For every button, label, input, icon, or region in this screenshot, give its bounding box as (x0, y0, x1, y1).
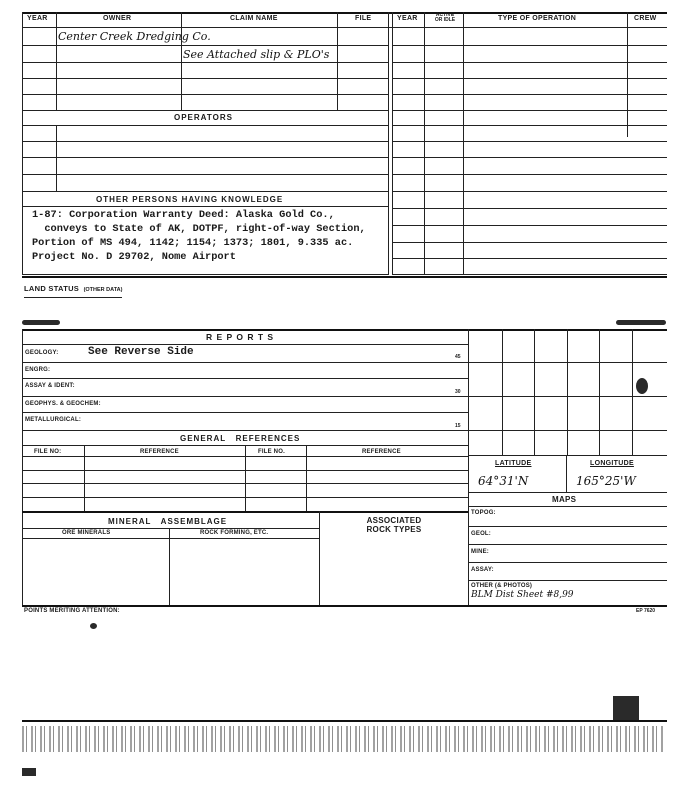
map-other-label: OTHER (& PHOTOS) (471, 583, 533, 589)
map-topog: TOPOG: (471, 510, 496, 516)
other-persons-line: conveys to State of AK, DOTPF, right-of-way Section, (32, 223, 366, 235)
operators-row-line (22, 141, 388, 142)
reports-title-rule (22, 344, 468, 345)
gen-ref-col-reference-2: REFERENCE (362, 449, 401, 455)
operators-row-line (22, 191, 388, 192)
claims-table (0, 0, 678, 293)
reports-top-border (22, 329, 667, 331)
report-metallurgical-label: METALLURGICAL: (25, 417, 82, 423)
claim-col-file (337, 27, 338, 110)
gen-ref-row-line (22, 483, 468, 484)
map-assay: ASSAY: (471, 567, 494, 573)
grid-bottom (468, 455, 667, 456)
activity-row-line (392, 78, 667, 79)
gen-ref-bottom-rule (22, 511, 468, 513)
maps-title: MAPS (552, 495, 577, 504)
associated-rock-types (320, 516, 468, 534)
gen-ref-col-reference: REFERENCE (140, 449, 179, 455)
report-margin-45: 45 (455, 354, 461, 360)
gen-ref-col (306, 445, 307, 511)
other-persons-title: OTHER PERSONS HAVING KNOWLEDGE (96, 195, 284, 204)
report-margin-15: 15 (455, 423, 461, 429)
operators-row-line (22, 157, 388, 158)
header-idle-line: OR IDLE (434, 17, 456, 23)
activity-row-line (392, 258, 667, 259)
mineral-title-rule (22, 528, 319, 529)
gen-ref-col-file-no-2: FILE NO. (258, 449, 285, 455)
longitude-label: LONGITUDE (590, 460, 634, 467)
mineral-assemblage-title: MINERAL ASSEMBLAGE (108, 517, 228, 526)
activity-row-line (392, 125, 667, 126)
header-divider (56, 12, 57, 27)
header-divider (181, 12, 182, 27)
header-year-2: YEAR (397, 15, 418, 22)
header-type-of-operation: TYPE OF OPERATION (498, 15, 577, 22)
report-engrg-label: ENGRG: (25, 367, 51, 373)
maps-row-line (468, 580, 667, 581)
report-row-line (22, 396, 468, 397)
header-claim-name: CLAIM NAME (230, 15, 278, 22)
grid-col (567, 329, 568, 455)
report-row-line (22, 362, 468, 363)
activity-row-line (392, 274, 667, 275)
mineral-col-rock: ROCK FORMING, ETC. (200, 530, 269, 536)
activity-row-line (392, 174, 667, 175)
operators-title-rule (22, 110, 388, 111)
scan-mark (90, 623, 97, 629)
reports-title: R E P O R T S (206, 332, 275, 342)
operators-title: OPERATORS (174, 113, 233, 122)
grid-row (468, 396, 667, 397)
reports-form (0, 318, 678, 618)
claim-row-line (22, 62, 388, 63)
activity-row-line (392, 110, 667, 111)
report-geophys-label: GEOPHYS. & GEOCHEM: (25, 401, 101, 407)
left-block-bottom (22, 274, 388, 275)
mineral-header-rule (22, 538, 319, 539)
mineral-bottom-rule (22, 605, 667, 607)
gen-ref-row-line (22, 497, 468, 498)
gen-ref-row-line (22, 470, 468, 471)
header-crew: CREW (634, 15, 657, 22)
map-geol: GEOL: (471, 531, 491, 537)
grid-row (468, 362, 667, 363)
gen-ref-col (84, 445, 85, 511)
activity-row-line (392, 45, 667, 46)
activity-row-line (392, 242, 667, 243)
report-row-line (22, 430, 468, 431)
activity-col-active (463, 27, 464, 275)
other-persons-line: 1-87: Corporation Warranty Deed: Alaska Gold Co., (32, 209, 335, 221)
page-edge-line (22, 720, 667, 722)
maps-row-line (468, 544, 667, 545)
map-mine: MINE: (471, 549, 489, 555)
left-block-right-border-inner (392, 12, 393, 275)
activity-row-line (392, 208, 667, 209)
assoc-line-1: ASSOCIATED (366, 516, 422, 525)
claim-col-year (56, 27, 57, 110)
left-block-right-border (388, 12, 389, 275)
map-other-value: BLM Dist Sheet #8,99 (471, 590, 574, 600)
header-file: FILE (355, 15, 372, 22)
activity-row-line (392, 157, 667, 158)
header-year: YEAR (27, 15, 48, 22)
other-persons-text (32, 208, 388, 264)
points-meriting-attention: POINTS MERITING ATTENTION: (24, 608, 120, 614)
scan-noise-band (22, 726, 664, 752)
longitude-value: 165°25'W (576, 474, 636, 488)
operators-row-line (22, 125, 388, 126)
scan-block (613, 696, 639, 720)
activity-col-year (424, 27, 425, 275)
header-divider (463, 12, 464, 27)
header-divider (424, 12, 425, 27)
report-row-line (22, 412, 468, 413)
mineral-col-ore: ORE MINERALS (62, 530, 111, 536)
header-active-or-idle (427, 13, 463, 23)
maps-title-rule (468, 506, 667, 507)
claim-entry: See Attached slip & PLO's (183, 48, 330, 61)
form-number: EP 7620 (636, 608, 656, 614)
report-geology-value: See Reverse Side (88, 346, 194, 358)
table-top-border (22, 12, 667, 14)
activity-row-line (392, 62, 667, 63)
reports-right-divider (468, 329, 469, 605)
grid-row (468, 430, 667, 431)
report-row-line (22, 378, 468, 379)
gen-ref-col (245, 445, 246, 511)
activity-col-crew (627, 27, 628, 137)
owner-entry: Center Creek Dredging Co. (58, 30, 211, 43)
scan-blot (636, 378, 648, 394)
lat-long-divider (566, 455, 567, 492)
land-status-label: LAND STATUS (24, 284, 80, 293)
other-persons-line: Project No. D 29702, Nome Airport (32, 251, 236, 263)
maps-row-line (468, 526, 667, 527)
reports-left-border (22, 329, 23, 605)
report-geology-label: GEOLOGY: (25, 350, 59, 356)
activity-row-line (392, 141, 667, 142)
latitude-value: 64°31'N (478, 474, 529, 488)
header-bottom-rule (22, 27, 667, 28)
land-status (24, 278, 122, 298)
activity-row-line (392, 225, 667, 226)
scan-mark-right (616, 320, 666, 325)
grid-col (502, 329, 503, 455)
report-assay-label: ASSAY & IDENT: (25, 383, 75, 389)
scan-mark (22, 768, 36, 776)
general-references-title: GENERAL REFERENCES (180, 434, 301, 443)
land-status-sub: (OTHER DATA) (83, 287, 123, 293)
grid-col (534, 329, 535, 455)
header-divider (337, 12, 338, 27)
claim-row-line (22, 94, 388, 95)
header-owner: OWNER (103, 15, 132, 22)
other-persons-line: Portion of MS 494, 1142; 1154; 1373; 1801, 9.335 ac. (32, 237, 354, 249)
grid-col (599, 329, 600, 455)
gen-ref-col-file-no: FILE NO: (34, 449, 62, 455)
scan-mark-left (22, 320, 60, 325)
report-margin-30: 30 (455, 389, 461, 395)
header-divider (627, 12, 628, 27)
activity-row-line (392, 94, 667, 95)
mineral-col-divider (169, 528, 170, 605)
other-persons-rule (22, 206, 388, 207)
grid-col (632, 329, 633, 455)
assoc-line-2: ROCK TYPES (366, 525, 422, 534)
claim-row-line (22, 45, 388, 46)
header-active-line: ACTIVE (435, 12, 455, 18)
left-border (22, 12, 23, 275)
latitude-label: LATITUDE (495, 460, 532, 467)
lat-long-bottom (468, 492, 667, 493)
operators-col (56, 125, 57, 191)
claim-row-line (22, 78, 388, 79)
activity-row-line (392, 191, 667, 192)
operators-row-line (22, 174, 388, 175)
maps-row-line (468, 562, 667, 563)
